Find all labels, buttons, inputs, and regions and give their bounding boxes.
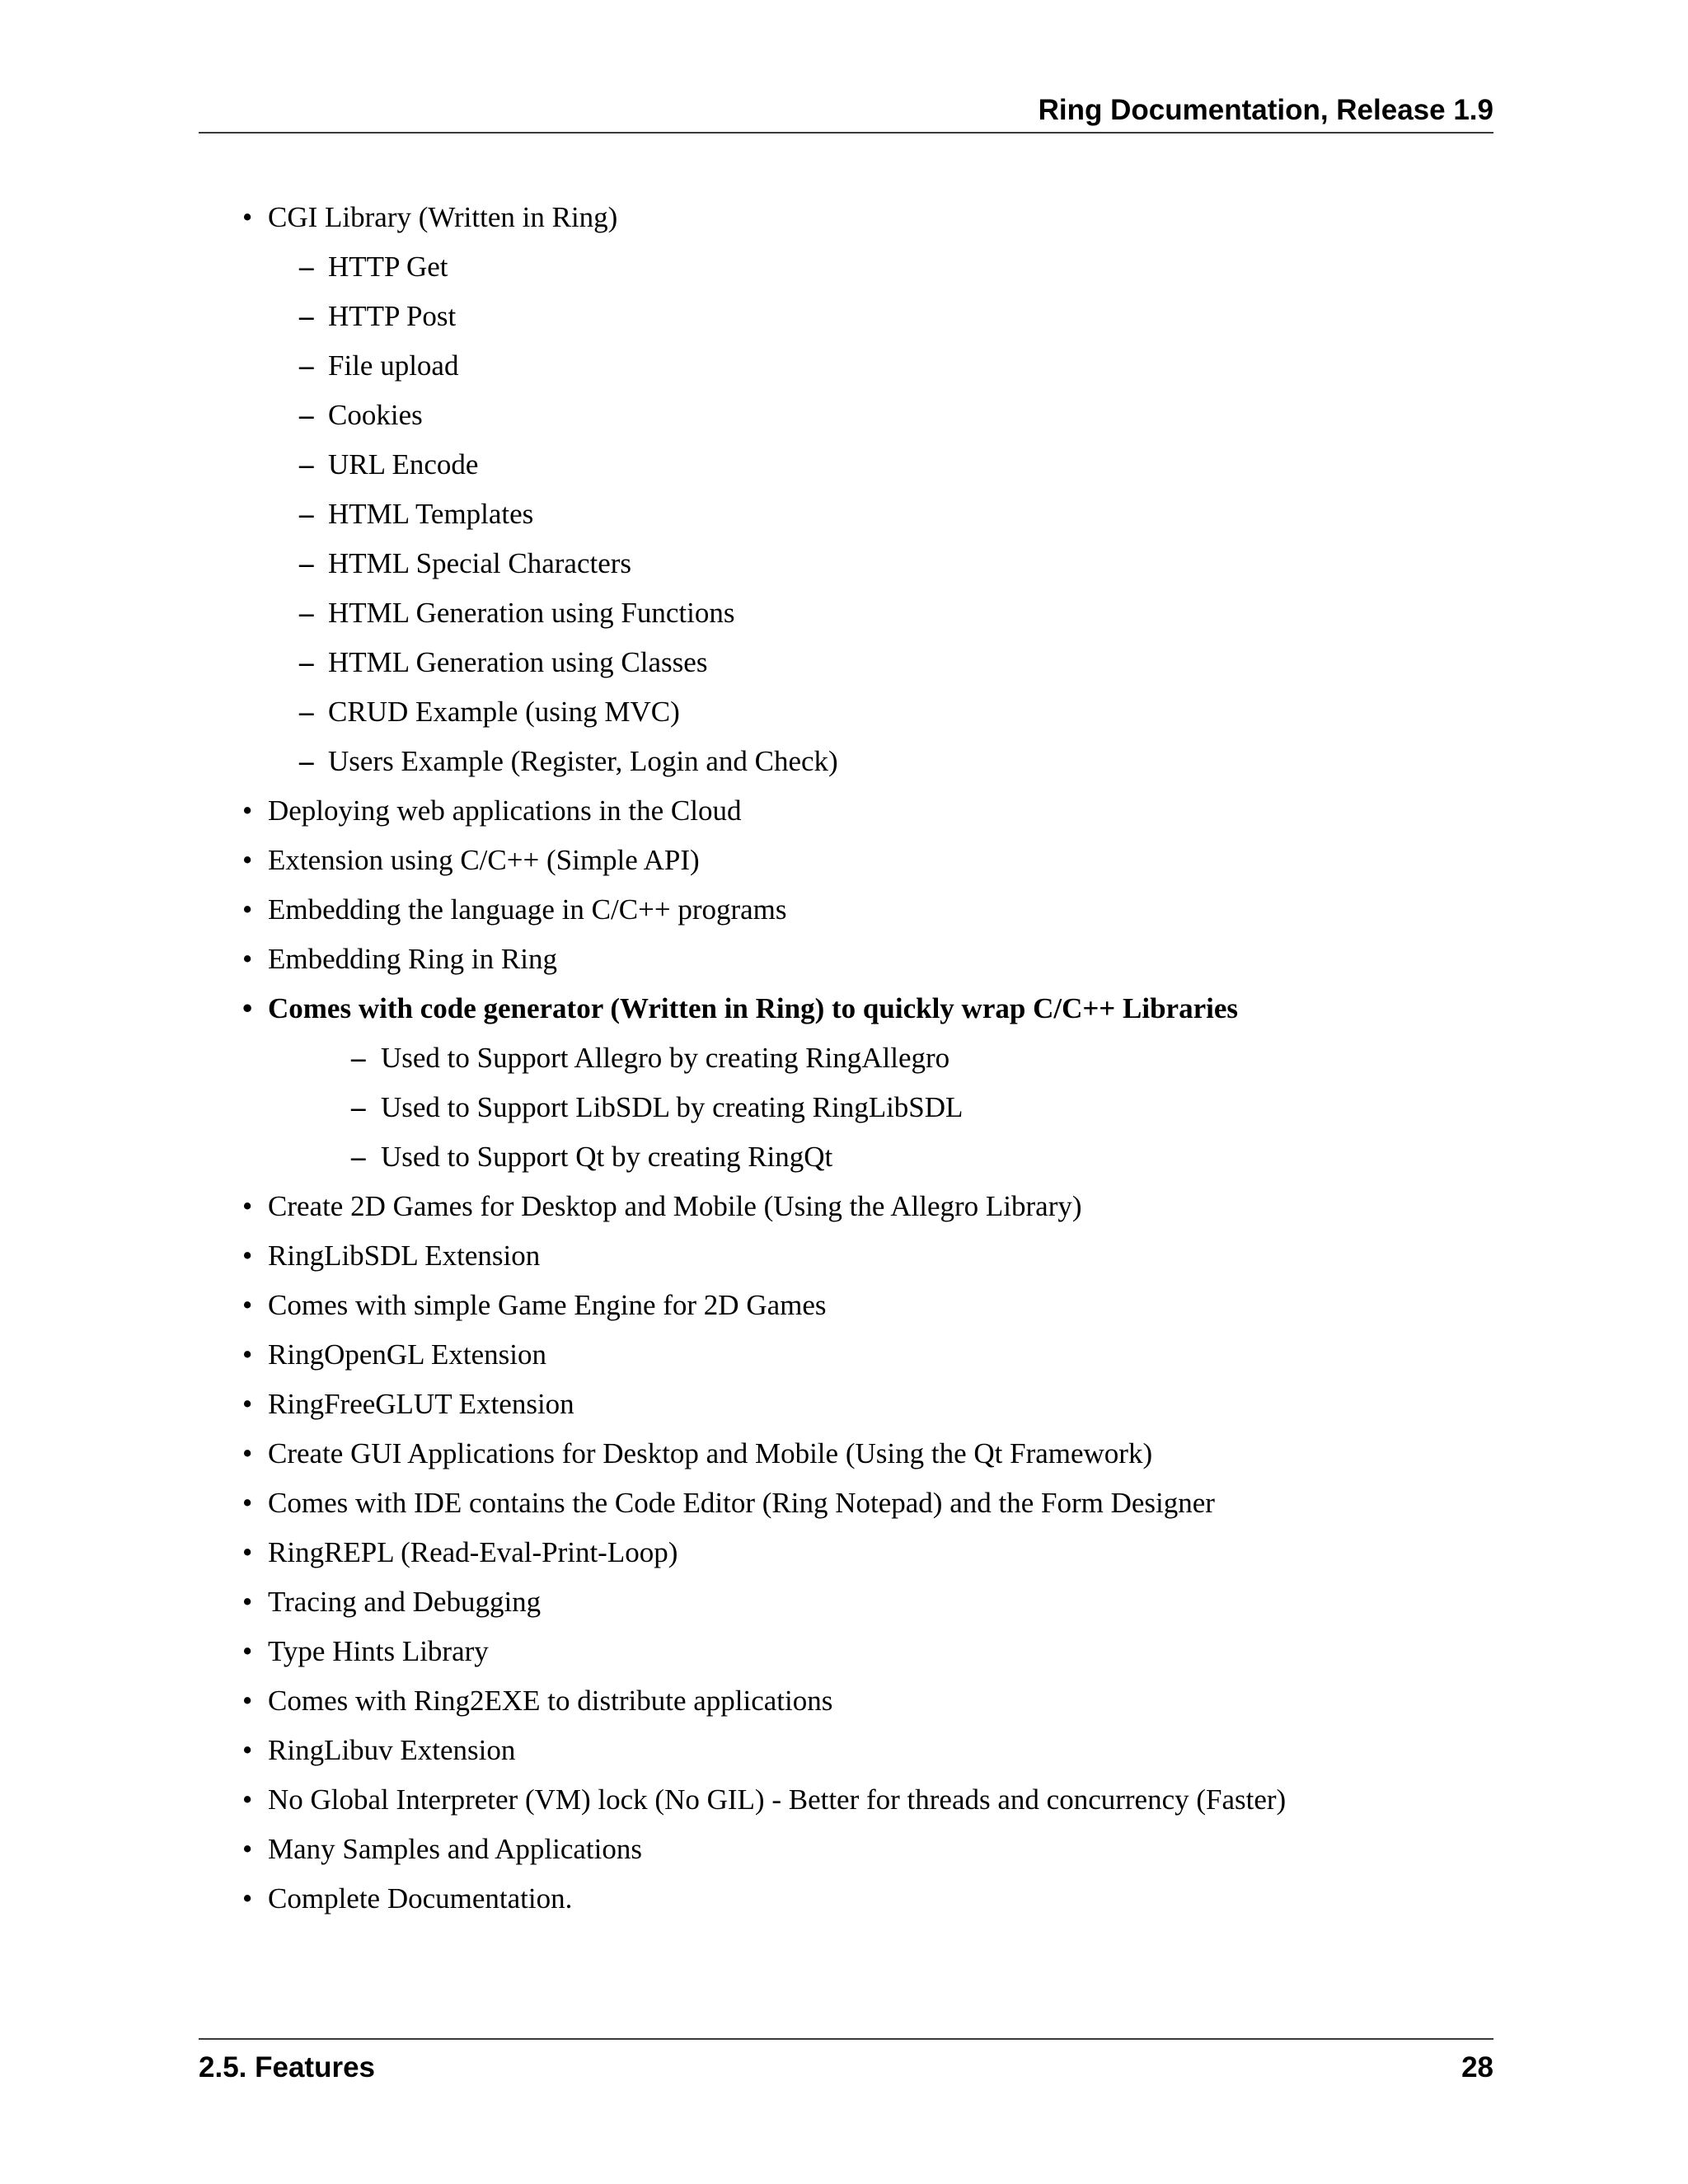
list-item [0, 1385, 1688, 1434]
bullet-marker: • [242, 1586, 253, 1618]
list-item [0, 1187, 1688, 1236]
list-item [0, 1483, 1688, 1533]
bullet-marker: • [242, 1536, 253, 1568]
list-item-text: HTTP Post [328, 300, 457, 332]
sub-list-item [0, 494, 1688, 544]
list-item-text: Many Samples and Applications [268, 1833, 642, 1865]
list-item-text: HTTP Get [328, 251, 448, 283]
sub-list-item [0, 346, 1688, 396]
dash-marker: – [299, 745, 314, 777]
list-item [0, 1533, 1688, 1582]
dash-marker: – [299, 300, 314, 332]
list-item-text: Create 2D Games for Desktop and Mobile (Using the Allegro Library) [268, 1190, 1082, 1222]
bullet-marker: • [242, 992, 253, 1024]
list-item-text: Comes with Ring2EXE to distribute applications [268, 1685, 833, 1717]
bullet-marker: • [242, 1734, 253, 1766]
list-item [0, 198, 1688, 247]
sub-list-item [0, 692, 1688, 742]
list-item-text: URL Encode [328, 448, 479, 480]
bullet-marker: • [242, 1338, 253, 1371]
list-item-text: HTML Generation using Functions [328, 597, 735, 629]
list-item-text: RingLibSDL Extension [268, 1240, 541, 1272]
page-footer [199, 2038, 1493, 2089]
list-item-text: Cookies [328, 399, 423, 431]
sub-list-item [0, 297, 1688, 346]
bullet-marker: • [242, 1437, 253, 1469]
list-item-text: Create GUI Applications for Desktop and Mobile (Using the Qt Framework) [268, 1437, 1153, 1469]
list-item-text: Embedding Ring in Ring [268, 943, 557, 975]
list-item-text: Comes with IDE contains the Code Editor (Ring Notepad) and the Form Designer [268, 1487, 1215, 1519]
list-item-text: Used to Support Qt by creating RingQt [381, 1141, 833, 1173]
list-item [0, 1879, 1688, 1929]
list-item [0, 890, 1688, 940]
list-item [0, 989, 1688, 1038]
list-item [0, 1236, 1688, 1286]
list-item-text: Used to Support LibSDL by creating RingLibSDL [381, 1091, 964, 1123]
list-item-text: File upload [328, 349, 459, 382]
list-item [0, 1335, 1688, 1385]
list-item-text: Comes with code generator (Written in Ring) to quickly wrap C/C++ Libraries [268, 992, 1238, 1024]
page-number: 28 [1461, 2051, 1493, 2083]
list-item [0, 1681, 1688, 1731]
list-item [0, 1632, 1688, 1681]
dash-marker: – [299, 597, 314, 629]
sub-list-item [0, 247, 1688, 297]
page-header [199, 92, 1493, 134]
list-item [0, 1434, 1688, 1483]
list-item [0, 1780, 1688, 1830]
sub-list-item [0, 1038, 1688, 1088]
list-item-text: CGI Library (Written in Ring) [268, 201, 618, 233]
list-item-text: RingFreeGLUT Extension [268, 1388, 574, 1420]
list-item-text: RingREPL (Read-Eval-Print-Loop) [268, 1536, 678, 1568]
sub-list-item [0, 1088, 1688, 1137]
document-title: Ring Documentation, Release 1.9 [1038, 94, 1493, 126]
list-item-text: HTML Special Characters [328, 547, 632, 579]
dash-marker: – [299, 696, 314, 728]
bullet-marker: • [242, 1487, 253, 1519]
dash-marker: – [299, 646, 314, 678]
list-item [0, 1582, 1688, 1632]
dash-marker: – [299, 251, 314, 283]
dash-marker: – [299, 349, 314, 382]
list-item-text: HTML Generation using Classes [328, 646, 708, 678]
dash-marker: – [299, 448, 314, 480]
sub-list-item [0, 742, 1688, 791]
bullet-marker: • [242, 1783, 253, 1816]
list-item-text: Used to Support Allegro by creating RingAllegro [381, 1042, 950, 1074]
list-item-text: Tracing and Debugging [268, 1586, 542, 1618]
list-item-text: Deploying web applications in the Cloud [268, 794, 742, 827]
sub-list-item [0, 643, 1688, 692]
section-title: 2.5. Features [199, 2051, 375, 2083]
bullet-marker: • [242, 1635, 253, 1667]
dash-marker: – [351, 1091, 366, 1123]
list-item-text: Complete Documentation. [268, 1882, 573, 1915]
list-item-text: Type Hints Library [268, 1635, 489, 1667]
sub-list-item [0, 445, 1688, 494]
list-item [0, 841, 1688, 890]
list-item [0, 1830, 1688, 1879]
list-item-text: RingLibuv Extension [268, 1734, 516, 1766]
bullet-marker: • [242, 1240, 253, 1272]
list-item [0, 1286, 1688, 1335]
sub-list-item [0, 544, 1688, 593]
list-item [0, 791, 1688, 841]
list-item-text: RingOpenGL Extension [268, 1338, 546, 1371]
bullet-marker: • [242, 1388, 253, 1420]
dash-marker: – [299, 399, 314, 431]
features-list [0, 198, 1688, 1929]
list-item-text: Comes with simple Game Engine for 2D Games [268, 1289, 827, 1321]
dash-marker: – [299, 547, 314, 579]
bullet-marker: • [242, 1685, 253, 1717]
list-item [0, 1731, 1688, 1780]
bullet-marker: • [242, 201, 253, 233]
bullet-marker: • [242, 1882, 253, 1915]
bullet-marker: • [242, 1289, 253, 1321]
list-item-text: CRUD Example (using MVC) [328, 696, 680, 728]
bullet-marker: • [242, 794, 253, 827]
bullet-marker: • [242, 893, 253, 926]
list-item-text: No Global Interpreter (VM) lock (No GIL) - Better for threads and concurrency (Faster) [268, 1783, 1287, 1816]
sub-list-item [0, 593, 1688, 643]
list-item [0, 940, 1688, 989]
list-item-text: HTML Templates [328, 498, 534, 530]
list-item-text: Users Example (Register, Login and Check) [328, 745, 838, 777]
bullet-marker: • [242, 1190, 253, 1222]
bullet-marker: • [242, 844, 253, 876]
dash-marker: – [351, 1141, 366, 1173]
list-item-text: Embedding the language in C/C++ programs [268, 893, 787, 926]
dash-marker: – [351, 1042, 366, 1074]
bullet-marker: • [242, 943, 253, 975]
sub-list-item [0, 1137, 1688, 1187]
dash-marker: – [299, 498, 314, 530]
bullet-marker: • [242, 1833, 253, 1865]
sub-list-item [0, 396, 1688, 445]
list-item-text: Extension using C/C++ (Simple API) [268, 844, 700, 876]
